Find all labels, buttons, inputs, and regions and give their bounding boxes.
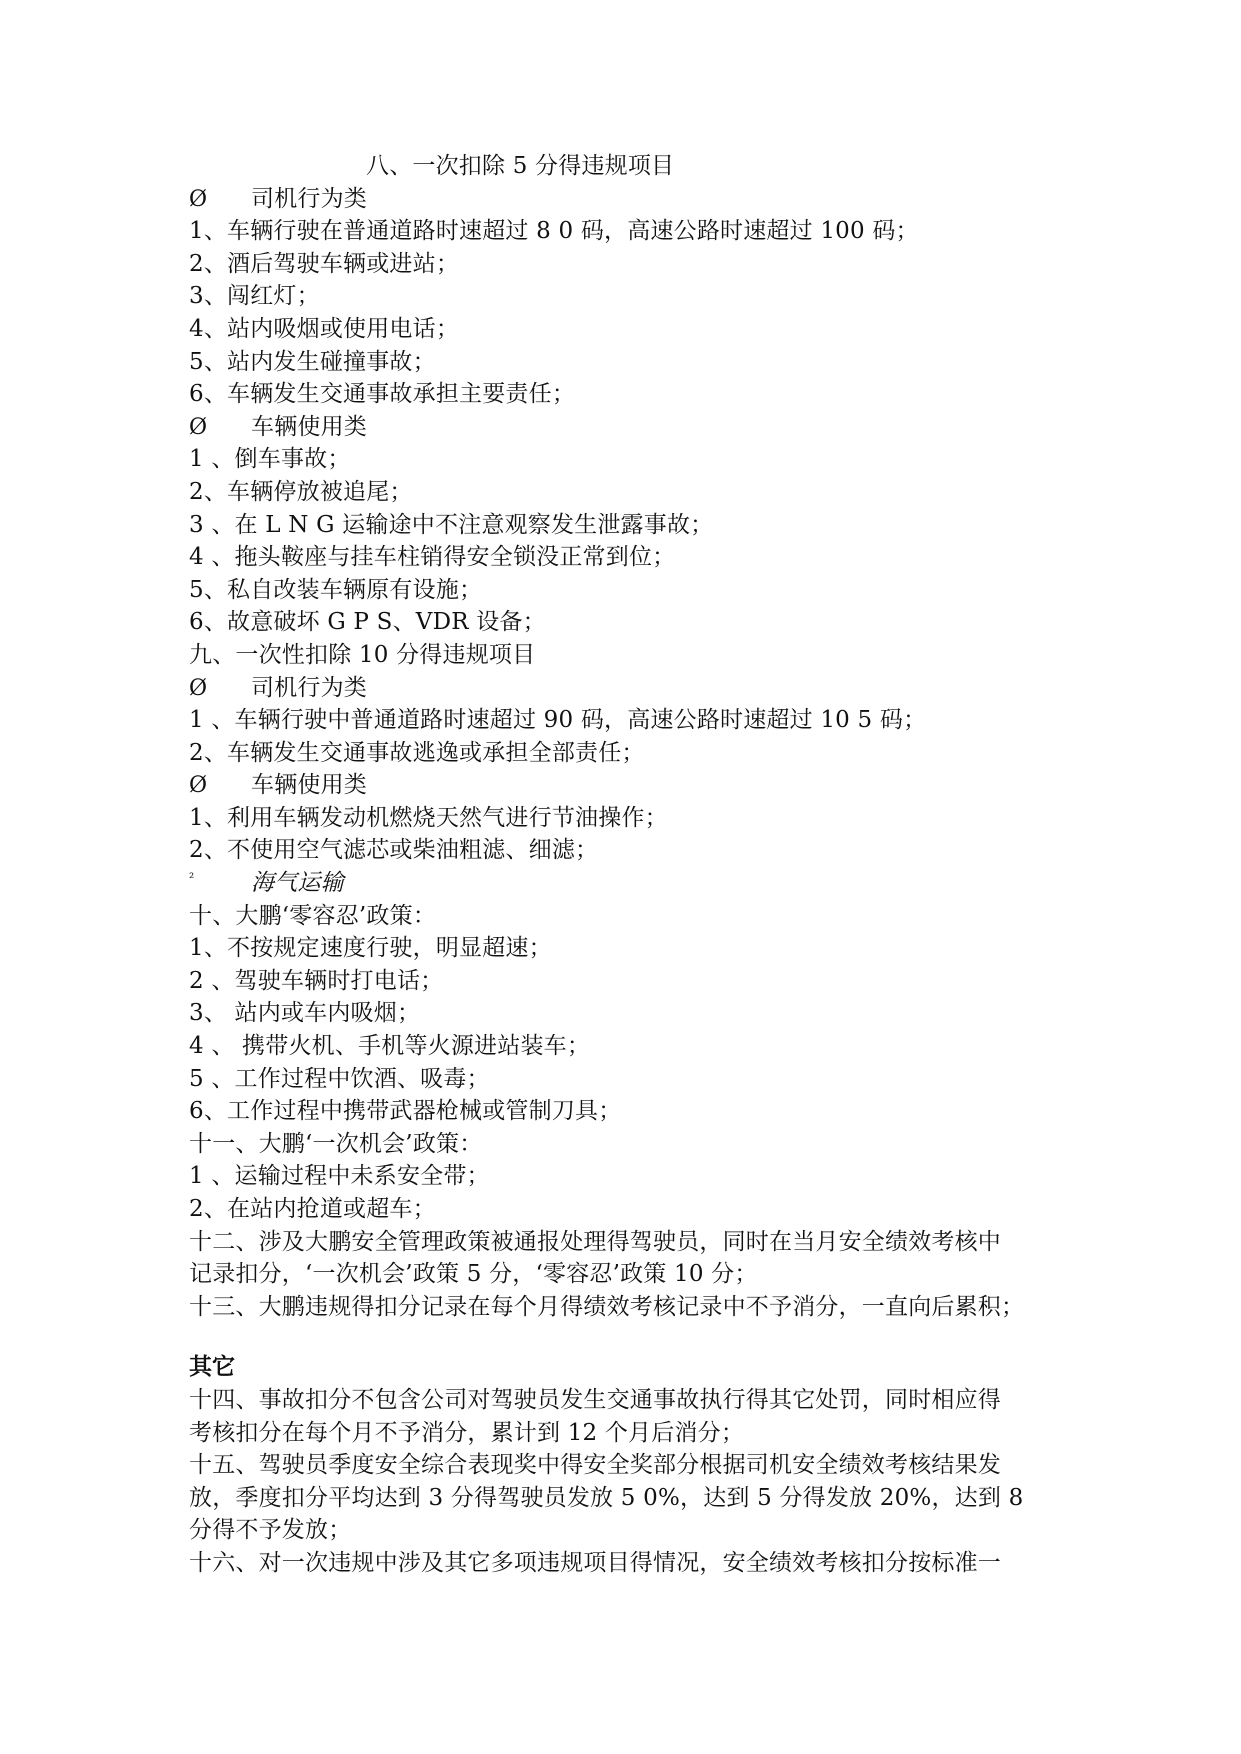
- list-item: 2、车辆停放被追尾；: [189, 478, 413, 505]
- list-item: 2、在站内抢道或超车；: [189, 1196, 436, 1222]
- list-item: 4 、 携带火机、手机等火源进站装车；: [189, 1033, 591, 1060]
- list-item: 5 、工作过程中饮酒、吸毒；: [189, 1065, 490, 1092]
- document-body: [189, 150, 1059, 1580]
- list-item: 6、车辆发生交通事故承担主要责任；: [189, 381, 576, 408]
- bullet-icon: ²: [189, 871, 195, 887]
- section-12-line: 十二、涉及大鹏安全管理政策被通报处理得驾驶员，同时在当月安全绩效考核中: [189, 1228, 1001, 1255]
- section-16-line: 十六、对一次违规中涉及其它多项违规项目得情况，安全绩效考核扣分按标准一: [189, 1549, 1001, 1576]
- list-item: 4 、拖头鞍座与挂车柱销得安全锁没正常到位；: [189, 544, 676, 571]
- section-8-title: 八、一次扣除 5 分得违规项目: [366, 153, 675, 179]
- list-item: 2、不使用空气滤芯或柴油粗滤、细滤；: [189, 837, 599, 864]
- list-item: 1、不按规定速度行驶，明显超速；: [189, 935, 552, 962]
- section-14-line: 考核扣分在每个月不予消分，累计到 12 个月后消分；: [189, 1419, 745, 1446]
- bullet-icon: Ø: [189, 414, 208, 440]
- list-item: 6、工作过程中携带武器枪械或管制刀具；: [189, 1098, 622, 1125]
- list-item: 4、站内吸烟或使用电话；: [189, 315, 460, 342]
- list-item: 2 、驾驶车辆时打电话；: [189, 967, 444, 994]
- list-item: 3、闯红灯；: [189, 283, 320, 310]
- list-item: 1、车辆行驶在普通道路时速超过 8 0 码，高速公路时速超过 100 码；: [189, 218, 919, 245]
- section-9-group-driver: [189, 672, 1059, 705]
- list-item: 2、车辆发生交通事故逃逸或承担全部责任；: [189, 739, 645, 766]
- section-14-line: 十四、事故扣分不包含公司对驾驶员发生交通事故执行得其它处罚，同时相应得: [189, 1386, 1001, 1413]
- section-10-title: 十、大鹏‘零容忍’政策：: [189, 902, 437, 929]
- list-item: 1 、运输过程中未系安全带；: [189, 1163, 490, 1190]
- list-item: 1 、车辆行驶中普通道路时速超过 90 码，高速公路时速超过 10 5 码；: [189, 707, 927, 734]
- section-8-group-driver: [189, 183, 1059, 216]
- other-heading: 其它: [189, 1354, 235, 1381]
- bullet-icon: Ø: [189, 186, 208, 212]
- bullet-icon: Ø: [189, 773, 208, 799]
- section-11-title: 十一、大鹏‘一次机会’政策：: [189, 1130, 483, 1157]
- group-label: 司机行为类: [251, 185, 367, 212]
- group-label: 车辆使用类: [251, 772, 367, 799]
- list-item: 3、 站内或车内吸烟；: [189, 1000, 421, 1027]
- section-9-group-vehicle: [189, 769, 1059, 802]
- list-item: 5、私自改装车辆原有设施；: [189, 576, 483, 603]
- list-item: 2、酒后驾驶车辆或进站；: [189, 250, 460, 277]
- section-15-line: 十五、驾驶员季度安全综合表现奖中得安全奖部分根据司机安全绩效考核结果发: [189, 1452, 1001, 1479]
- paragraph-gap: [189, 1323, 1059, 1351]
- section-13-line: 十三、大鹏违规得扣分记录在每个月得绩效考核记录中不予消分，一直向后累积；: [189, 1293, 1025, 1320]
- group-label: 车辆使用类: [251, 413, 367, 440]
- list-item: 6、故意破坏 G P S、VDR 设备；: [189, 609, 546, 636]
- section-9-title: 九、一次性扣除 10 分得违规项目: [189, 641, 536, 668]
- list-item: 3 、在 L N G 运输途中不注意观察发生泄露事故；: [189, 511, 714, 538]
- section-9-group-sea-gas: [189, 867, 1059, 900]
- list-item: 1、利用车辆发动机燃烧天然气进行节油操作；: [189, 804, 668, 831]
- list-item: 5、站内发生碰撞事故；: [189, 348, 436, 375]
- section-8-group-vehicle: [189, 411, 1059, 444]
- section-15-line: 放，季度扣分平均达到 3 分得驾驶员发放 5 0%，达到 5 分得发放 20%，达到 8: [189, 1484, 1024, 1511]
- list-item: 1 、倒车事故；: [189, 446, 351, 473]
- group-label: 海气运输: [251, 870, 344, 897]
- bullet-icon: Ø: [189, 675, 208, 701]
- group-label: 司机行为类: [251, 674, 367, 701]
- section-12-line: 记录扣分，‘一次机会’政策 5 分，‘零容忍’政策 10 分；: [189, 1261, 758, 1288]
- section-15-line: 分得不予发放；: [189, 1517, 352, 1544]
